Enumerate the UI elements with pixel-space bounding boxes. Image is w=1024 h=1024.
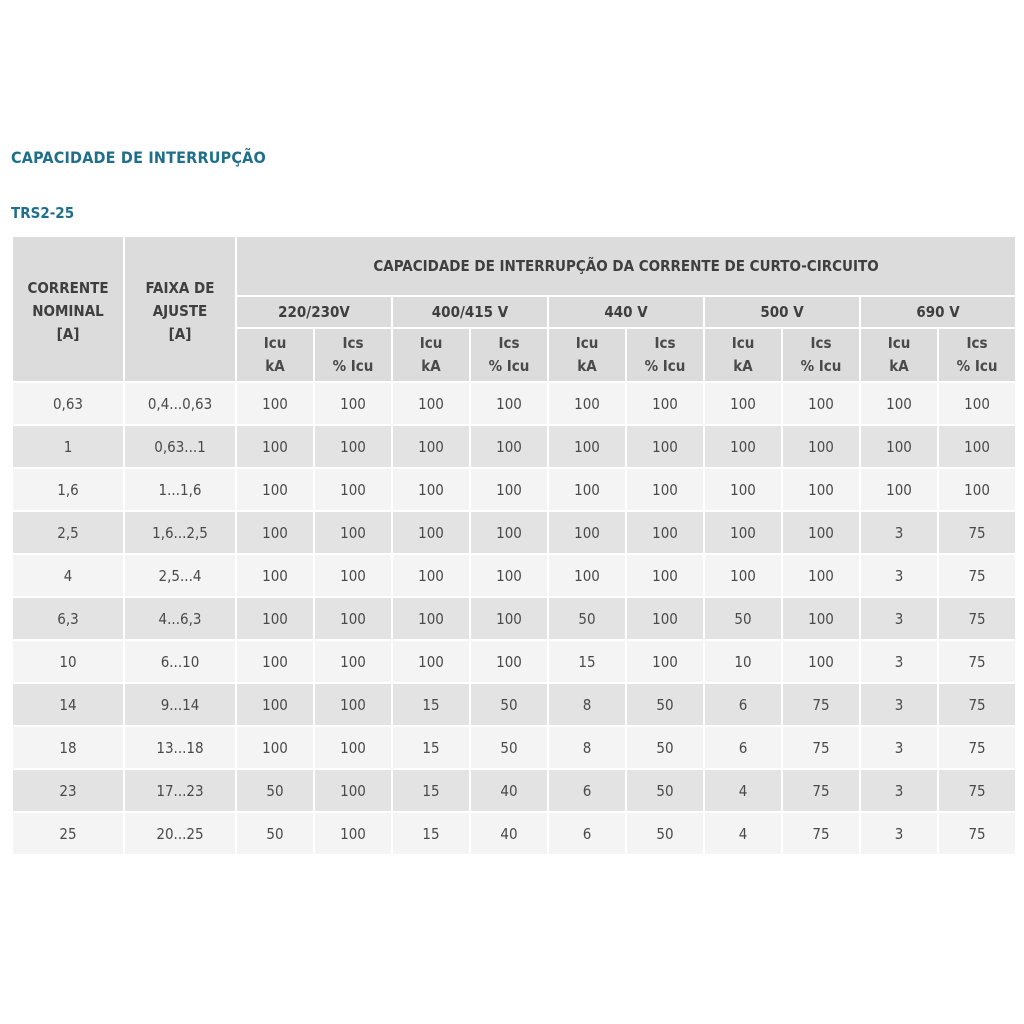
table-cell: 100 [236, 726, 314, 769]
table-row [12, 812, 1016, 855]
breaking-capacity-table [11, 235, 1017, 856]
table-cell: 75 [938, 812, 1016, 855]
header-corrente-nominal: CORRENTE NOMINAL [A] [12, 236, 124, 382]
page-title: CAPACIDADE DE INTERRUPÇÃO [11, 148, 266, 167]
table-cell: 3 [860, 812, 938, 855]
table-cell: 100 [860, 425, 938, 468]
table-cell: 100 [626, 425, 704, 468]
table-cell: 100 [470, 425, 548, 468]
table-cell: 75 [938, 726, 1016, 769]
table-row [12, 769, 1016, 812]
table-cell: 18 [12, 726, 124, 769]
table-cell: 100 [236, 683, 314, 726]
table-cell: 50 [626, 726, 704, 769]
table-cell: 100 [548, 468, 626, 511]
table-cell: 50 [236, 769, 314, 812]
table-row [12, 382, 1016, 425]
model-subtitle: TRS2-25 [11, 204, 75, 222]
table-cell: 75 [782, 812, 860, 855]
table-cell: 3 [860, 511, 938, 554]
table-cell: 100 [236, 597, 314, 640]
table-cell: 100 [314, 511, 392, 554]
table-cell: 100 [392, 425, 470, 468]
table-cell: 100 [314, 468, 392, 511]
header-ics: Ics % Icu [314, 328, 392, 382]
table-cell: 100 [392, 511, 470, 554]
table-cell: 100 [314, 382, 392, 425]
table-cell: 100 [236, 425, 314, 468]
table-cell: 4 [704, 769, 782, 812]
table-cell: 15 [392, 812, 470, 855]
table-body [12, 382, 1016, 855]
table-cell: 25 [12, 812, 124, 855]
header-icu: Icu kA [704, 328, 782, 382]
table-cell: 4 [12, 554, 124, 597]
table-cell: 75 [938, 597, 1016, 640]
table-cell: 100 [938, 425, 1016, 468]
table-cell: 50 [626, 812, 704, 855]
table-cell: 100 [470, 640, 548, 683]
table-cell: 100 [314, 769, 392, 812]
header-voltage: 220/230V [236, 296, 392, 328]
header-icu: Icu kA [392, 328, 470, 382]
table-cell: 1,6 [12, 468, 124, 511]
table-cell: 6,3 [12, 597, 124, 640]
table-cell: 17...23 [124, 769, 236, 812]
table-row [12, 468, 1016, 511]
table-cell: 100 [548, 382, 626, 425]
table-cell: 100 [314, 683, 392, 726]
table-row [12, 554, 1016, 597]
table-cell: 9...14 [124, 683, 236, 726]
table-cell: 100 [626, 382, 704, 425]
table-cell: 20...25 [124, 812, 236, 855]
table-cell: 3 [860, 683, 938, 726]
table-cell: 100 [236, 382, 314, 425]
header-ics: Ics % Icu [782, 328, 860, 382]
header-icu: Icu kA [236, 328, 314, 382]
header-ics: Ics % Icu [626, 328, 704, 382]
table-cell: 3 [860, 554, 938, 597]
table-cell: 100 [860, 382, 938, 425]
table-cell: 4 [704, 812, 782, 855]
table-cell: 23 [12, 769, 124, 812]
header-voltage: 690 V [860, 296, 1016, 328]
table-cell: 1 [12, 425, 124, 468]
table-cell: 100 [938, 468, 1016, 511]
table-cell: 100 [626, 468, 704, 511]
table-cell: 15 [548, 640, 626, 683]
table-cell: 75 [782, 769, 860, 812]
table-cell: 14 [12, 683, 124, 726]
table-cell: 10 [12, 640, 124, 683]
table-cell: 100 [782, 468, 860, 511]
table-cell: 100 [782, 597, 860, 640]
table-row [12, 597, 1016, 640]
table-cell: 0,63...1 [124, 425, 236, 468]
table-cell: 100 [392, 468, 470, 511]
table-cell: 100 [392, 554, 470, 597]
table-cell: 15 [392, 683, 470, 726]
table-cell: 0,4...0,63 [124, 382, 236, 425]
table-cell: 75 [938, 640, 1016, 683]
table-row [12, 640, 1016, 683]
table-cell: 100 [782, 511, 860, 554]
table-cell: 100 [782, 640, 860, 683]
table-cell: 6...10 [124, 640, 236, 683]
header-capacidade: CAPACIDADE DE INTERRUPÇÃO DA CORRENTE DE CURTO-CIRCUITO [236, 236, 1016, 296]
table-cell: 40 [470, 769, 548, 812]
table-cell: 100 [704, 425, 782, 468]
table-cell: 100 [236, 511, 314, 554]
table-cell: 100 [704, 468, 782, 511]
table-cell: 100 [470, 597, 548, 640]
table-cell: 100 [548, 511, 626, 554]
table-cell: 100 [392, 640, 470, 683]
table-cell: 10 [704, 640, 782, 683]
table-cell: 100 [314, 554, 392, 597]
table-cell: 100 [860, 468, 938, 511]
table-cell: 3 [860, 640, 938, 683]
table-cell: 75 [938, 683, 1016, 726]
header-ics: Ics % Icu [470, 328, 548, 382]
table-cell: 100 [314, 425, 392, 468]
table-cell: 15 [392, 769, 470, 812]
table-cell: 100 [470, 511, 548, 554]
table-cell: 100 [626, 554, 704, 597]
table-cell: 100 [548, 425, 626, 468]
table-cell: 1...1,6 [124, 468, 236, 511]
table-cell: 50 [236, 812, 314, 855]
table-row [12, 683, 1016, 726]
table-cell: 13...18 [124, 726, 236, 769]
table-cell: 100 [236, 640, 314, 683]
table-cell: 100 [392, 382, 470, 425]
table-cell: 15 [392, 726, 470, 769]
table-cell: 4...6,3 [124, 597, 236, 640]
table-cell: 100 [626, 511, 704, 554]
table-cell: 8 [548, 726, 626, 769]
table-cell: 100 [782, 554, 860, 597]
table-cell: 75 [782, 726, 860, 769]
table-cell: 6 [704, 726, 782, 769]
header-icu: Icu kA [548, 328, 626, 382]
table-cell: 100 [236, 468, 314, 511]
table-cell: 2,5 [12, 511, 124, 554]
table-cell: 100 [704, 554, 782, 597]
table-cell: 100 [470, 468, 548, 511]
table-cell: 100 [470, 382, 548, 425]
table-cell: 75 [782, 683, 860, 726]
table-cell: 75 [938, 769, 1016, 812]
table-row [12, 425, 1016, 468]
table-cell: 50 [470, 683, 548, 726]
table-cell: 75 [938, 554, 1016, 597]
table-cell: 6 [548, 812, 626, 855]
table-cell: 8 [548, 683, 626, 726]
table-cell: 100 [314, 597, 392, 640]
table-cell: 50 [470, 726, 548, 769]
table-cell: 100 [626, 640, 704, 683]
header-icu: Icu kA [860, 328, 938, 382]
table-cell: 3 [860, 769, 938, 812]
table-cell: 50 [704, 597, 782, 640]
table-row [12, 726, 1016, 769]
table-cell: 6 [704, 683, 782, 726]
table-cell: 2,5...4 [124, 554, 236, 597]
table-cell: 100 [704, 382, 782, 425]
header-voltage: 500 V [704, 296, 860, 328]
table-cell: 40 [470, 812, 548, 855]
table-cell: 50 [548, 597, 626, 640]
table-cell: 100 [782, 382, 860, 425]
table-cell: 0,63 [12, 382, 124, 425]
table-cell: 100 [470, 554, 548, 597]
table-cell: 100 [626, 597, 704, 640]
header-voltage: 400/415 V [392, 296, 548, 328]
table-cell: 100 [938, 382, 1016, 425]
header-faixa-ajuste: FAIXA DE AJUSTE [A] [124, 236, 236, 382]
table-cell: 50 [626, 683, 704, 726]
table-cell: 3 [860, 726, 938, 769]
table-row [12, 511, 1016, 554]
header-voltage: 440 V [548, 296, 704, 328]
table-cell: 100 [236, 554, 314, 597]
table-cell: 100 [314, 812, 392, 855]
table-cell: 3 [860, 597, 938, 640]
header-ics: Ics % Icu [938, 328, 1016, 382]
table-cell: 100 [782, 425, 860, 468]
table-cell: 100 [314, 640, 392, 683]
table-cell: 100 [704, 511, 782, 554]
table-cell: 1,6...2,5 [124, 511, 236, 554]
table-cell: 100 [392, 597, 470, 640]
table-cell: 75 [938, 511, 1016, 554]
table-cell: 50 [626, 769, 704, 812]
table-cell: 100 [548, 554, 626, 597]
table-cell: 6 [548, 769, 626, 812]
table-cell: 100 [314, 726, 392, 769]
